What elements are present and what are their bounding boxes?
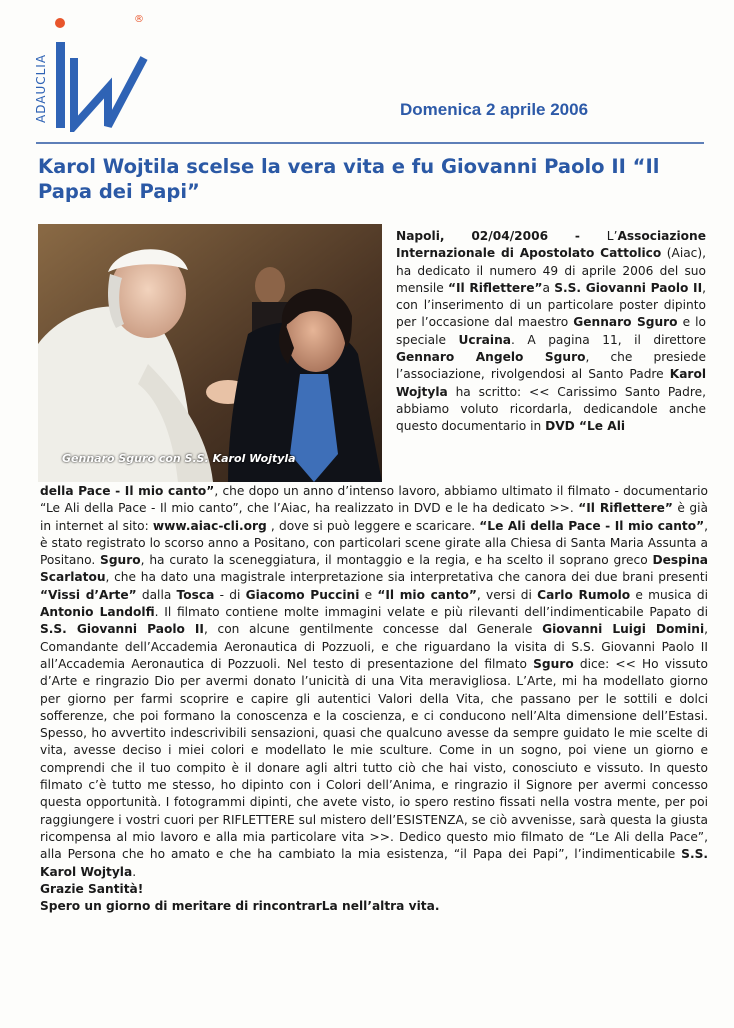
- body-run: “Vissi d’Arte”: [40, 587, 137, 602]
- body-run: “Le Ali della Pace - Il mio canto”: [479, 518, 705, 533]
- header-divider: [36, 142, 704, 144]
- body-run: .: [132, 864, 137, 879]
- body-run: Despina Scarlatou: [40, 553, 708, 585]
- article-lead-paragraph: [396, 228, 706, 436]
- body-run: . Il filmato contiene molte immagini velate e più rilevanti dell’indimenticabile Papato di: [154, 605, 708, 620]
- body-run: Sguro: [533, 656, 574, 671]
- lead-run: DVD “Le Ali: [545, 419, 626, 434]
- body-run: dice: << Ho vissuto d’Arte e ringrazio Dio per avermi donato l’unicità di una Vita meravigliosa. L’Arte, mi ha modellato giorno per giorno per farmi scoprire e capire gli autentici Valori della Vita, che passano per le sottili e dolci sofferenze, che poi formano la conoscenza e la coscienza, e ci conducono nell’Alta dimensione dell’Estasi. Spesso, ho avvertito indescrivibili sensazioni, quasi che qualcuno avesse da sempre guidato le mie scelte di vita, avesse deciso i miei colori e modellato le mie sculture. Come in un sogno, poi viene un giorno e comprendi che il tuo compito è il donare agli altri tutto ciò che hai visto, conosciuto e vissuto. In questo filmato c’è tutto me stesso, ho dipinto con i Colori dell’Anima, e ringrazio il Signore per avermi concesso questa opportunità. I fotogrammi dipinti, che avete visto, io spero restino fissati nella vostra mente, per poi raggiungere i vostri cuori per RIFLETTERE sul mistero dell’ESISTENZA, se ciò avvenisse, sarà questa la giusta ricompensa al mio lavoro e alla mia particolare vita >>. Dedico questo mio filmato de “Le Ali della Pace”, alla Persona che ho amato e che ha cambiato la mia esistenza, “il Papa dei Papi”, l’indimenticabile: [40, 656, 709, 862]
- lead-run: Ucraina: [458, 332, 511, 347]
- lead-run: Gennaro Sguro: [573, 315, 678, 330]
- body-run: , che ha dato una magistrale interpretazione sia interpretativa che canora dei due brani presenti: [105, 570, 708, 585]
- lead-run: (Aiac), ha dedicato il numero 49 di aprile 2006 del suo mensile: [396, 246, 707, 295]
- body-run: , con alcune gentilmente concesse dal Generale: [203, 622, 543, 637]
- body-run: www.aiac-cli.org: [152, 518, 267, 533]
- registered-mark: ®: [134, 14, 144, 25]
- body-run: Tosca: [176, 587, 215, 602]
- article-headline: Karol Wojtila scelse la vera vita e fu Giovanni Paolo II “Il Papa dei Papi”: [38, 155, 660, 203]
- lead-run: Napoli, 02/04/2006 -: [396, 229, 607, 243]
- body-run: S.S. Giovanni Paolo II: [40, 622, 204, 637]
- body-run: Carlo Rumolo: [537, 587, 631, 602]
- lead-run: “Il Riflettere”: [448, 280, 543, 295]
- body-run: Giacomo Puccini: [245, 587, 360, 602]
- issue-date: Domenica 2 aprile 2006: [400, 100, 589, 119]
- lead-run: . A pagina 11, il direttore: [510, 332, 706, 347]
- lead-run: Associazione Internazionale di Apostolato Cattolico: [396, 229, 706, 261]
- lead-run: , che presiede l’associazione, rivolgendosi al Santo Padre: [396, 350, 706, 382]
- body-run: è già in internet al sito:: [40, 501, 709, 533]
- body-run: “Il mio canto”: [377, 587, 477, 602]
- body-run: Antonio Landolfi: [40, 605, 155, 620]
- lead-run: Gennaro Angelo Sguro: [396, 350, 586, 365]
- publication-logo: [34, 12, 154, 130]
- body-run: della Pace - Il mio canto”: [40, 484, 215, 498]
- article-body: [40, 483, 708, 915]
- body-run: Giovanni Luigi Domini: [542, 622, 705, 637]
- body-run: , è stato registrato lo scorso anno a Positano, con particolari scene girate alla Chiesa di Santa Maria Assunta a Positano.: [40, 518, 708, 568]
- body-run: , ha curato la sceneggiatura, il montaggio e la regia, e ha scelto il soprano greco: [140, 553, 653, 568]
- lead-run: , con l’inserimento di un particolare poster dipinto per l’occasione dal maestro: [396, 280, 706, 330]
- lead-run: Karol Wojtyla: [396, 367, 706, 399]
- body-run: , che dopo un anno d’intenso lavoro, abbiamo ultimato il filmato - documentario “Le Ali della Pace - Il mio canto”, che l’Aiac, ha realizzato in DVD e le ha dedicato >>.: [40, 484, 708, 516]
- body-run: , Comandante dell’Accademia Aeronautica di Pozzuoli, e che riguardano la visita di S.S. Giovanni Paolo II all’Accademia Aeronautica di Pozzuoli. Nel testo di presentazione del filmato: [40, 622, 709, 671]
- body-run: e musica di: [630, 587, 709, 602]
- body-run: “Il Riflettere”: [578, 501, 673, 516]
- photo-caption: Gennaro Sguro con S.S. Karol Wojtyla: [62, 452, 296, 465]
- article-photo: [38, 224, 382, 482]
- lead-run: e lo speciale: [396, 315, 706, 347]
- lead-run: ha scritto: << Carissimo Santo Padre, abbiamo voluto ricordarla, dedicandole anche questo documentario in: [396, 384, 706, 434]
- body-run: dalla: [136, 587, 177, 602]
- body-run: S.S. Karol Wojtyla: [40, 847, 708, 879]
- body-run: Sguro: [100, 553, 141, 568]
- body-run: , dove si può leggere e scaricare.: [266, 518, 480, 533]
- lead-run: L’: [606, 229, 618, 243]
- body-run: , versi di: [476, 587, 538, 602]
- body-run: - di: [214, 587, 246, 602]
- logo-side-text: ADAUCLIA: [34, 53, 48, 123]
- body-run: e: [359, 587, 378, 602]
- closing-wish: Spero un giorno di meritare di rincontrarLa nell’altra vita.: [40, 899, 440, 914]
- logo-mark-icon: [52, 28, 152, 132]
- lead-run: a: [542, 280, 555, 295]
- closing-thanks: Grazie Santità!: [40, 881, 144, 896]
- article-body-paragraph: [40, 483, 708, 881]
- logo-dot: [55, 18, 65, 28]
- lead-run: S.S. Giovanni Paolo II: [554, 280, 703, 295]
